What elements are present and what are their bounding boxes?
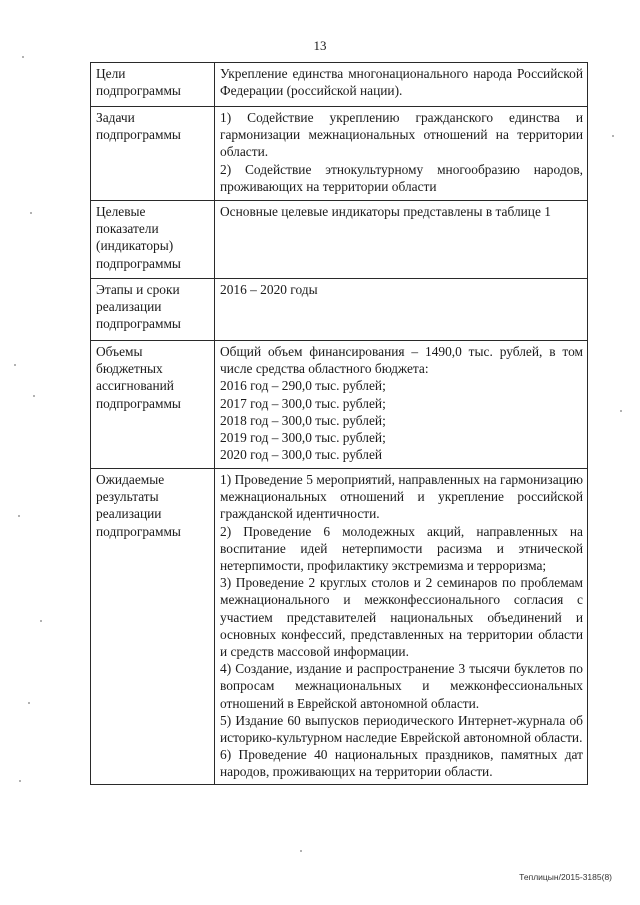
scan-speck [22, 56, 24, 58]
row-label: Ожидаемые результаты реализации подпрограммы [91, 469, 215, 785]
scan-speck [300, 850, 302, 852]
scan-speck [28, 702, 30, 704]
value-line: 2016 год – 290,0 тыс. рублей; [220, 378, 386, 394]
row-value [215, 63, 588, 107]
row-value [215, 279, 588, 341]
scan-speck [33, 395, 35, 397]
value-line: 1) Содействие укреплению гражданского единства и гармонизации межнациональных отношений на территории области. [220, 110, 583, 160]
scan-speck [14, 364, 16, 366]
table-row-budget [91, 341, 588, 469]
row-label: Целевые показатели (индикаторы) подпрограммы [91, 201, 215, 279]
table-row-expected-results [91, 469, 588, 785]
row-value [215, 201, 588, 279]
value-line: 1) Проведение 5 мероприятий, направленных на гармонизацию межнациональных отношений и укрепление российской гражданской идентичности. [220, 472, 583, 522]
value-line: 2016 – 2020 годы [220, 282, 318, 297]
row-label: Цели подпрограммы [91, 63, 215, 107]
scan-speck [19, 780, 21, 782]
scan-speck [612, 135, 614, 137]
table-row-indicators [91, 201, 588, 279]
subprogram-passport-table [90, 62, 588, 785]
scan-speck [620, 410, 622, 412]
scan-speck [30, 212, 32, 214]
row-label: Этапы и сроки реализации подпрограммы [91, 279, 215, 341]
value-line: 2020 год – 300,0 тыс. рублей [220, 447, 383, 463]
value-line: Общий объем финансирования – 1490,0 тыс. рублей, в том числе средства областного бюджета: [220, 344, 583, 377]
row-value [215, 341, 588, 469]
row-value [215, 107, 588, 201]
document-code: Теплицын/2015-3185(8) [519, 872, 612, 882]
scan-speck [18, 515, 20, 517]
row-value [215, 469, 588, 785]
table-row-goals [91, 63, 588, 107]
value-line: 2017 год – 300,0 тыс. рублей; [220, 395, 386, 411]
page-number: 13 [313, 38, 327, 53]
value-line: 2018 год – 300,0 тыс. рублей; [220, 412, 386, 428]
value-line: 3) Проведение 2 круглых столов и 2 семинаров по проблемам межнационального и межконфессионального согласия с участием представителей национальных объединений и основных конфессий, представленных на территории области и средств массовой информации. [220, 575, 583, 660]
value-line: 6) Проведение 40 национальных праздников, памятных дат народов, проживающих на территории области. [220, 747, 583, 780]
value-line: Укрепление единства многонационального народа Российской Федерации (российской нации). [220, 66, 583, 99]
value-line: 2) Проведение 6 молодежных акций, направленных на воспитание идей нетерпимости расизма и этнической нетерпимости, профилактику экстремизма и терроризма; [220, 523, 583, 574]
row-label: Задачи подпрограммы [91, 107, 215, 201]
row-label: Объемы бюджетных ассигнований подпрограммы [91, 341, 215, 469]
table-row-stages [91, 279, 588, 341]
scan-speck [40, 620, 42, 622]
value-line: 2) Содействие этнокультурному многообразию народов, проживающих на территории области [220, 161, 583, 194]
value-line: 2019 год – 300,0 тыс. рублей; [220, 430, 386, 446]
value-line: 5) Издание 60 выпусков периодического Интернет-журнала об историко-культурном наследие Еврейской автономной области. [220, 712, 583, 746]
value-line: Основные целевые индикаторы представлены в таблице 1 [220, 204, 551, 219]
value-line: 4) Создание, издание и распространение 3 тысячи буклетов по вопросам межнациональных и межконфессиональных отношений в Еврейской автономной области. [220, 661, 583, 711]
table-row-tasks [91, 107, 588, 201]
